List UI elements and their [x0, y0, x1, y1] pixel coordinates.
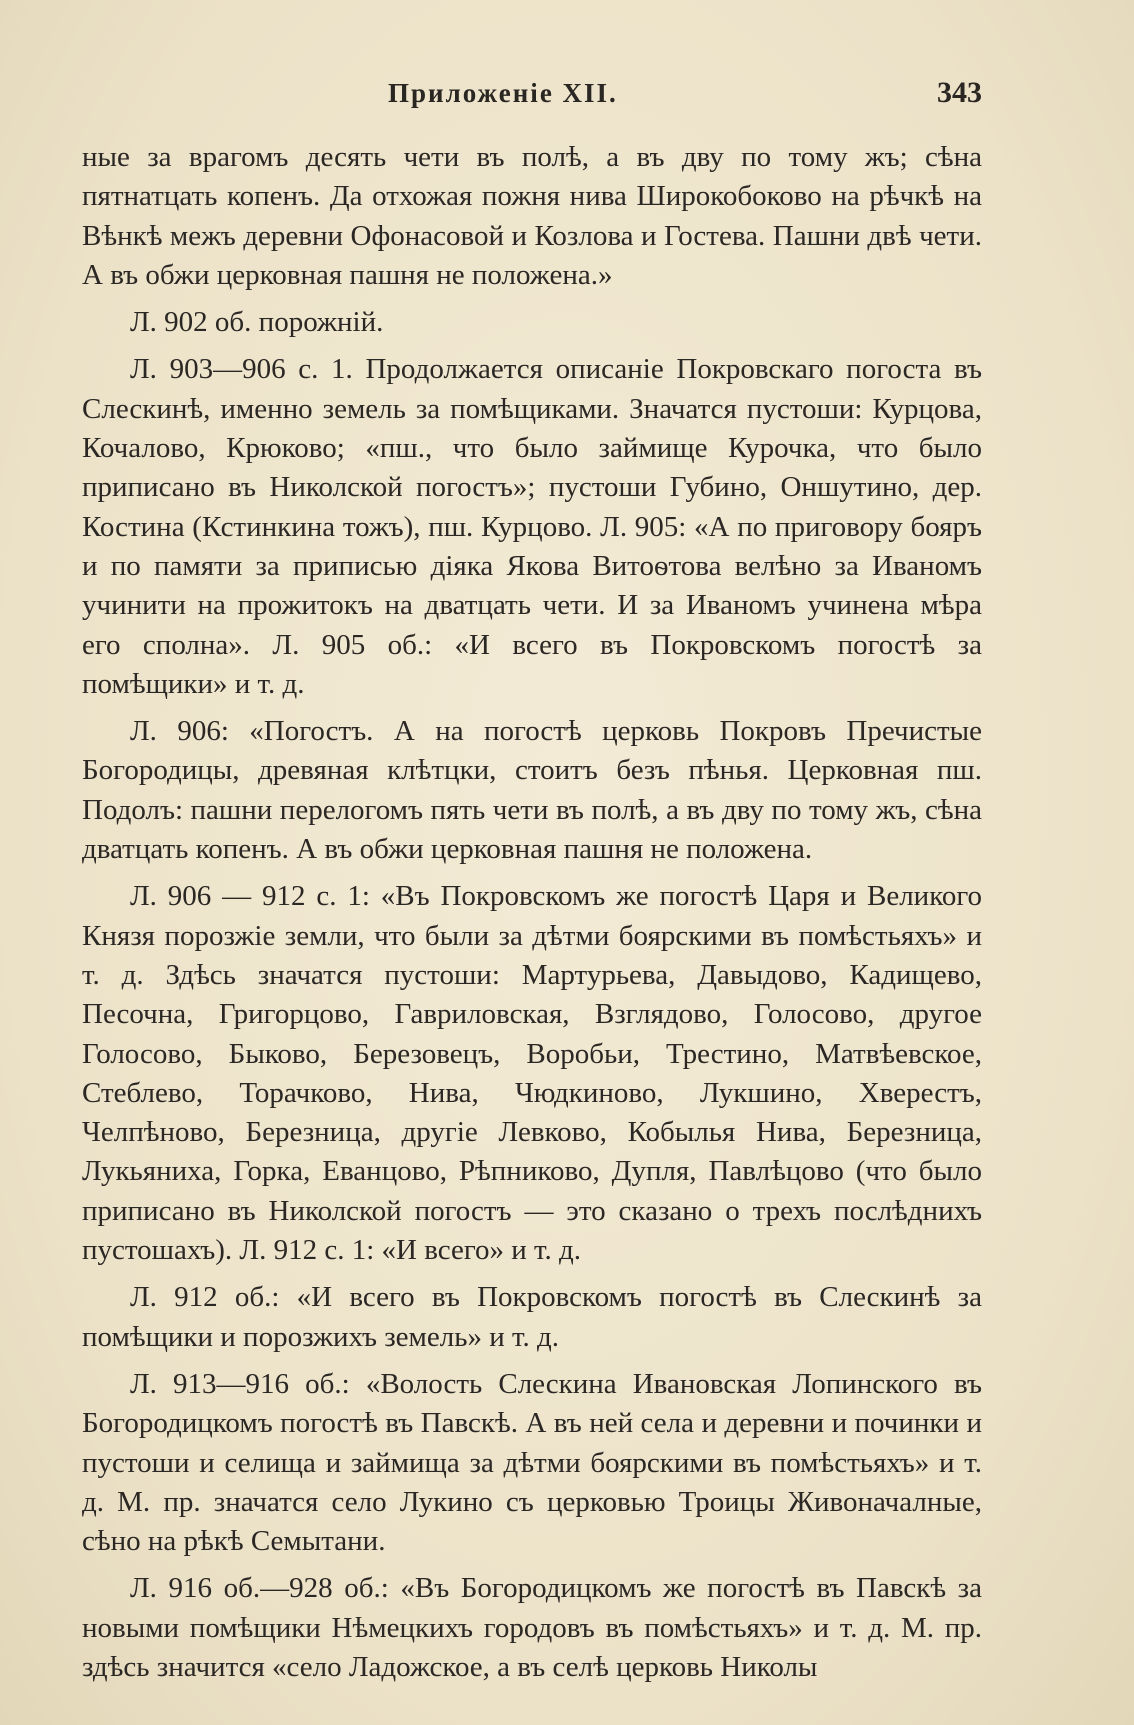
paragraph: Л. 902 об. порожній.	[130, 306, 384, 339]
paragraph: ные за врагомъ десять чети въ полѣ, а въ дву по тому жъ; сѣна пятнатцать копенъ. Да отхожая пожня нива Широкобоково на рѣчкѣ на Вѣнкѣ межъ деревни Офонасовой и Козлова и Гостева. Пашни двѣ чети. А въ обжи церковная пашня не положена.»	[82, 141, 982, 291]
body-text	[82, 138, 982, 1695]
paragraph: Л. 912 об.: «И всего въ Покровскомъ погостѣ въ Слескинѣ за помѣщики и порозжихъ земель» и т. д.	[82, 1281, 982, 1353]
page-number: 343	[937, 76, 982, 109]
page-header	[0, 78, 1134, 118]
paragraph: Л. 903—906 с. 1. Продолжается описаніе Покровскаго погоста въ Слескинѣ, именно земель за помѣщиками. Значатся пустоши: Курцова, Кочалово, Крюково; «пш., что было займище Курочка, что было приписано въ Николской погостъ»; пустоши Губино, Оншутино, дер. Костина (Кстинкина тожъ), пш. Курцово. Л. 905: «А по приговору бояръ и по памяти за приписью діяка Якова Витоѳтова велѣно за Иваномъ учинити на прожитокъ на дватцать чети. И за Иваномъ учинена мѣра его сполна». Л. 905 об.: «И всего въ Покровскомъ погостѣ за помѣщики» и т. д.	[82, 353, 982, 700]
paragraph: Л. 906: «Погостъ. А на погостѣ церковь Покровъ Пречистые Богородицы, древяная клѣтцки, стоитъ безъ пѣнья. Церковная пш. Подолъ: пашни перелогомъ пять чети въ полѣ, а въ дву по тому жъ, сѣна дватцать копенъ. А въ обжи церковная пашня не положена.	[82, 715, 982, 866]
paragraph: Л. 913—916 об.: «Волость Слескина Ивановская Лопинского въ Богородицкомъ погостѣ въ Павскѣ. А въ ней села и деревни и починки и пустоши и селища и займища за дѣтми боярскими въ помѣстьяхъ» и т. д. М. пр. значатся село Лукино съ церковью Троицы Живоначалные, сѣно на рѣкѣ Семытани.	[82, 1367, 982, 1558]
running-head: Приложеніе XII.	[388, 78, 618, 108]
paragraph: Л. 916 об.—928 об.: «Въ Богородицкомъ же погостѣ въ Павскѣ за новыми помѣщики Нѣмецкихъ городовъ въ помѣстьяхъ» и т. д. М. пр. здѣсь значится «село Ладожское, а въ селѣ церковь Николы	[82, 1572, 982, 1683]
paragraph: Л. 906 — 912 с. 1: «Въ Покровскомъ же погостѣ Царя и Великого Князя порозжіе земли, что были за дѣтми боярскими въ помѣстьяхъ» и т. д. Здѣсь значатся пустоши: Мартурьева, Давыдово, Кадищево, Песочна, Григорцово, Гавриловская, Взглядово, Голосово, другое Голосово, Быково, Березовецъ, Воробьи, Трестино, Матвѣевское, Стеблево, Торачково, Нива, Чюдкиново, Лукшино, Хверестъ, Челпѣново, Березница, другіе Левково, Кобылья Нива, Березница, Лукьяниха, Горка, Еванцово, Рѣпниково, Дупля, Павлѣцово (что было приписано въ Николской погостъ — это сказано о трехъ послѣднихъ пустошахъ). Л. 912 с. 1: «И всего» и т. д.	[82, 880, 982, 1267]
